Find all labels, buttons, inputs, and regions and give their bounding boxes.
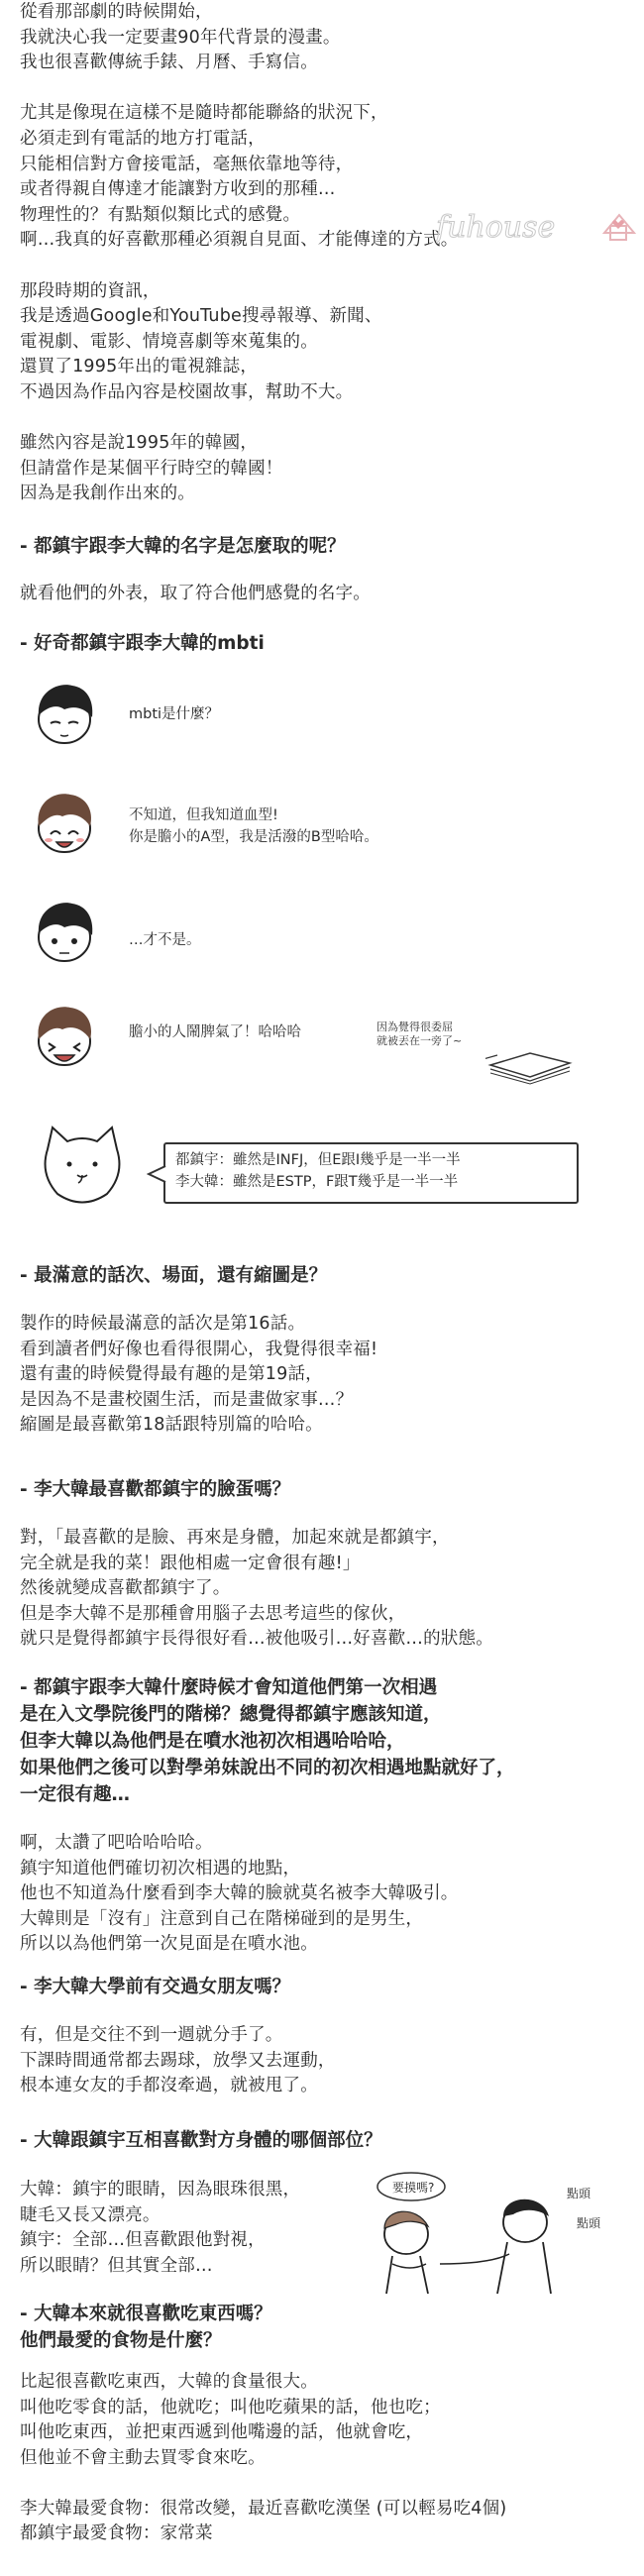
chat-line: …才不是。 — [129, 932, 201, 948]
text-line: 從看那部劇的時候開始， — [20, 2, 213, 22]
text-line: 下課時間通常都去踢球，放學又去運動， — [20, 2050, 336, 2071]
chat-row-3 — [25, 892, 619, 981]
text-line: 但李大韓以為他們是在噴水池初次相遇哈哈哈， — [20, 1731, 405, 1752]
text-line: 看到讀者們好像也看得很開心，我覺得很幸福! — [20, 1339, 378, 1359]
mbti-answer-box — [163, 1142, 579, 1204]
text-line: 我是透過Google和YouTube搜尋報導、新聞、 — [20, 306, 382, 327]
question-scene: - 最滿意的話次、場面，還有縮圖是？ — [20, 1265, 328, 1286]
text-line: 必須走到有電話的地方打電話， — [20, 128, 266, 149]
question-food — [20, 2301, 624, 2354]
leedaehan-avatar — [25, 783, 104, 862]
text-line: 製作的時候最滿意的話次是第16話。 — [20, 1314, 306, 1334]
text-line — [20, 254, 624, 279]
text-line: 一定很有趣… — [20, 1784, 131, 1805]
answer-scene — [20, 1312, 624, 1439]
text-line: 是因為不是畫校園生活，而是畫做家事…？ — [20, 1389, 354, 1410]
chat-line: 你是膽小的A型，我是活潑的B型哈哈。 — [129, 829, 378, 845]
text-line: 但他並不會主動去買零食來吃。 — [20, 2447, 266, 2468]
answer-girlfriend — [20, 2023, 624, 2099]
answer-face — [20, 1526, 624, 1653]
text-line: - 大韓本來就很喜歡吃東西嗎？ — [20, 2304, 272, 2324]
text-line: 就只是覺得都鎮宇長得很好看…被他吸引…好喜歡…的狀態。 — [20, 1629, 493, 1649]
answer-food — [20, 2370, 624, 2547]
text-line: 啊…我真的好喜歡那種必須親自見面、才能傳達的方式。 — [20, 230, 459, 251]
text-line: 縮圖是最喜歡第18話跟特別篇的哈哈。 — [20, 1415, 323, 1435]
text-line: 雖然內容是說1995年的韓國， — [20, 433, 259, 454]
text-line — [20, 406, 624, 432]
text-line: 比起很喜歡吃東西，大韓的食量很大。 — [20, 2372, 318, 2392]
text-line: 叫他吃零食的話，他就吃；叫他吃蘋果的話，他也吃； — [20, 2397, 441, 2417]
question-names: - 都鎮宇跟李大韓的名字是怎麼取的呢？ — [20, 536, 346, 557]
chat-line: mbti是什麼？ — [129, 706, 220, 722]
intro-text — [20, 0, 624, 507]
text-line: 不過因為作品內容是校園故事，幫助不大。 — [20, 381, 354, 402]
mbti-answer-line: 李大韓：雖然是ESTP，F跟T幾乎是一半一半 — [175, 1174, 459, 1190]
text-line: 完全就是我的菜！跟他相處一定會很有趣!」 — [20, 1553, 361, 1573]
text-line: 鎮宇知道他們確切初次相遇的地點， — [20, 1858, 301, 1878]
text-line: 所以眼睛？但其實全部… — [20, 2255, 213, 2276]
text-line: 還買了1995年出的電視雜誌， — [20, 357, 259, 377]
text-line: 有，但是交往不到一週就分手了。 — [20, 2025, 283, 2045]
text-line: 物理性的？有點類似類比式的感覺。 — [20, 204, 301, 225]
text-line: 叫他吃東西，並把東西遞到他嘴邊的話，他就會吃， — [20, 2422, 424, 2442]
text-line: 他們最愛的食物是什麼？ — [20, 2330, 222, 2351]
text-line — [20, 76, 624, 102]
question-body: - 大韓跟鎮宇互相喜歡對方身體的哪個部位？ — [20, 2130, 382, 2151]
answer-names: 就看他們的外表，取了符合他們感覺的名字。 — [20, 584, 371, 603]
text-line: 大韓：鎮宇的眼睛，因為眼珠很黑， — [20, 2180, 301, 2200]
nod-label: 點頭 — [567, 2187, 591, 2200]
question-first-meeting — [20, 1674, 624, 1808]
text-line: 啊，太讚了吧哈哈哈哈。 — [20, 1833, 213, 1853]
dojinwoo-avatar — [25, 674, 104, 753]
text-line: 他也不知道為什麼看到李大韓的臉就莫名被李大韓吸引。 — [20, 1883, 459, 1903]
text-line: 因為是我創作出來的。 — [20, 483, 195, 504]
text-line: 李大韓最愛食物：很常改變，最近喜歡吃漢堡 (可以輕易吃4個) — [20, 2498, 507, 2519]
text-line: 鎮宇：全部…但喜歡跟他對視， — [20, 2230, 266, 2250]
text-line: 那段時期的資訊， — [20, 280, 161, 301]
text-line: 尤其是像現在這樣不是隨時都能聯絡的狀況下， — [20, 103, 388, 124]
text-line: 如果他們之後可以對學弟妹說出不同的初次相遇地點就好了， — [20, 1758, 515, 1778]
question-girlfriend: - 李大韓大學前有交過女朋友嗎？ — [20, 1977, 291, 1997]
couple-doodle — [357, 2165, 624, 2299]
text-line: 睫毛又長又漂亮。 — [20, 2204, 161, 2225]
text-line: 但是李大韓不是那種會用腦子去思考這些的傢伙， — [20, 1603, 406, 1624]
chat-line: 膽小的人鬧脾氣了！哈哈哈 — [129, 1024, 301, 1040]
text-line: 我也很喜歡傳統手錶、月曆、手寫信。 — [20, 53, 318, 73]
text-line: 只能相信對方會接電話，毫無依靠地等待， — [20, 154, 354, 174]
text-line: 是在入文學院後門的階梯？總覺得都鎮宇應該知道， — [20, 1704, 442, 1725]
answer-body — [20, 2178, 347, 2279]
chat-row-1 — [25, 674, 619, 763]
chat-line: 不知道，但我知道血型! — [129, 807, 278, 823]
mbti-answer-line: 都鎮宇：雖然是INFJ，但E跟I幾乎是一半一半 — [175, 1152, 461, 1168]
question-face: - 李大韓最喜歡都鎮宇的臉蛋嗎？ — [20, 1479, 291, 1500]
text-line: 然後就變成喜歡都鎮宇了。 — [20, 1578, 231, 1598]
dojinwoo-avatar — [25, 892, 104, 971]
doodle-note-line: 因為覺得很委屈 — [376, 1020, 453, 1033]
text-line: 都鎮宇最愛食物：家常菜 — [20, 2523, 213, 2543]
text-line: 所以以為他們第一次見面是在噴水池。 — [20, 1934, 318, 1954]
text-line — [20, 2471, 624, 2497]
question-mbti: - 好奇都鎮宇跟李大韓的mbti — [20, 633, 265, 654]
text-line: 但請當作是某個平行時空的韓國！ — [20, 458, 283, 479]
doodle-note-line: 就被丟在一旁了~ — [376, 1034, 463, 1047]
text-line: 電視劇、電影、情境喜劇等來蒐集的。 — [20, 331, 318, 352]
box-pointer — [147, 1164, 166, 1184]
text-line: 大韓則是「沒有」注意到自己在階梯碰到的是男生， — [20, 1908, 424, 1929]
text-line: - 都鎮宇跟李大韓什麼時候才會知道他們第一次相遇 — [20, 1677, 438, 1698]
papers-doodle — [485, 1035, 575, 1085]
nod-label: 點頭 — [577, 2216, 601, 2230]
svg-text:fuhouse: fuhouse — [436, 210, 556, 245]
doodle-bubble-text: 要摸嗎? — [392, 2181, 435, 2195]
answer-first-meeting — [20, 1831, 624, 1958]
text-line: 還有畫的時候覺得最有趣的是第19話， — [20, 1364, 323, 1384]
leedaehan-avatar — [25, 996, 104, 1075]
text-line: 或者得親自傳達才能讓對方收到的那種… — [20, 179, 336, 200]
watermark-logo — [436, 193, 644, 253]
chat-row-2 — [25, 783, 619, 872]
cat-doodle — [28, 1120, 137, 1219]
text-line: 根本連女友的手都沒牽過，就被甩了。 — [20, 2076, 318, 2095]
text-line: 我就決心我一定要畫90年代背景的漫畫。 — [20, 27, 341, 48]
text-line: 對，「最喜歡的是臉、再來是身體，加起來就是都鎮宇， — [20, 1528, 450, 1548]
